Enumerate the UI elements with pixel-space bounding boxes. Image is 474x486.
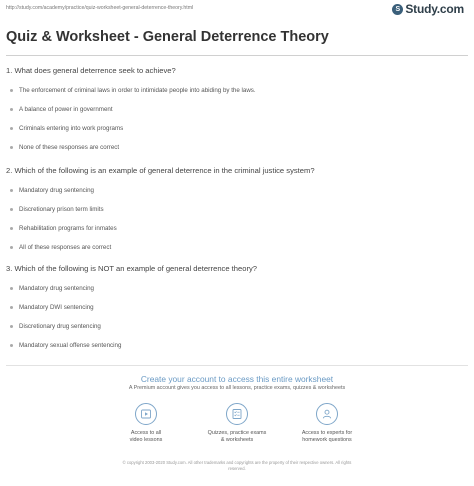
- radio-icon[interactable]: [10, 108, 13, 111]
- option-label: Mandatory sexual offense sentencing: [19, 342, 122, 349]
- option[interactable]: [10, 200, 466, 219]
- study-logo[interactable]: [392, 2, 464, 16]
- option-label: All of these responses are correct: [19, 244, 112, 251]
- question-2-options: [10, 181, 466, 257]
- option[interactable]: [10, 279, 466, 298]
- option[interactable]: [10, 238, 466, 257]
- option-label: Mandatory DWI sentencing: [19, 304, 94, 311]
- cta-subtitle: A Premium account gives you access to all lessons, practice exams, quizzes & worksheets: [128, 385, 346, 391]
- radio-icon[interactable]: [10, 306, 13, 309]
- radio-icon[interactable]: [10, 146, 13, 149]
- option-label: Mandatory drug sentencing: [19, 187, 94, 194]
- option[interactable]: [10, 181, 466, 200]
- top-bar: [0, 0, 474, 18]
- question-3-options: [10, 279, 466, 355]
- feature-experts: [277, 403, 377, 444]
- option-label: The enforcement of criminal laws in order to intimidate people into abiding by the laws.: [19, 87, 256, 94]
- option[interactable]: [10, 138, 466, 157]
- cta-divider: [6, 365, 468, 366]
- option-label: Discretionary prison term limits: [19, 206, 104, 213]
- option[interactable]: [10, 100, 466, 119]
- option-label: Discretionary drug sentencing: [19, 323, 101, 330]
- radio-icon[interactable]: [10, 246, 13, 249]
- expert-help-icon: [316, 403, 338, 425]
- copyright-footer: © copyright 2003-2020 Study.com. All other trademarks and copyrights are the property of their respective owners. All rights reserved.: [122, 460, 352, 471]
- radio-icon[interactable]: [10, 287, 13, 290]
- radio-icon[interactable]: [10, 89, 13, 92]
- logo-text: Study.com: [405, 2, 464, 16]
- option[interactable]: [10, 298, 466, 317]
- option-label: Criminals entering into work programs: [19, 125, 124, 132]
- question-1-options: [10, 81, 466, 157]
- option-label: Mandatory drug sentencing: [19, 285, 94, 292]
- option[interactable]: [10, 119, 466, 138]
- radio-icon[interactable]: [10, 127, 13, 130]
- option-label: A balance of power in government: [19, 106, 113, 113]
- radio-icon[interactable]: [10, 208, 13, 211]
- option-label: Rehabilitation programs for inmates: [19, 225, 117, 232]
- feature-label: Quizzes, practice exams & worksheets: [207, 430, 267, 443]
- radio-icon[interactable]: [10, 344, 13, 347]
- option[interactable]: [10, 336, 466, 355]
- option[interactable]: [10, 317, 466, 336]
- option[interactable]: [10, 219, 466, 238]
- option[interactable]: [10, 81, 466, 100]
- logo-mark: S: [392, 4, 403, 15]
- question-2: 2. Which of the following is an example of general deterrence in the criminal justice system?: [6, 166, 315, 175]
- quiz-checklist-icon: [226, 403, 248, 425]
- option-label: None of these responses are correct: [19, 144, 120, 151]
- radio-icon[interactable]: [10, 325, 13, 328]
- question-3: 3. Which of the following is NOT an example of general deterrence theory?: [6, 264, 258, 273]
- page-title: Quiz & Worksheet - General Deterrence Theory: [6, 29, 329, 45]
- feature-label: Access to experts for homework questions: [301, 430, 353, 443]
- radio-icon[interactable]: [10, 227, 13, 230]
- video-lesson-icon: [135, 403, 157, 425]
- feature-quizzes: [187, 403, 287, 444]
- create-account-link[interactable]: Create your account to access this entire worksheet: [140, 374, 334, 384]
- question-1: 1. What does general deterrence seek to achieve?: [6, 66, 176, 75]
- feature-video-lessons: [96, 403, 196, 444]
- title-divider: [6, 55, 468, 56]
- feature-label: Access to all video lessons: [129, 430, 163, 443]
- radio-icon[interactable]: [10, 189, 13, 192]
- page-url: http://study.com/academy/practice/quiz-worksheet-general-deterrence-theory.html: [6, 5, 194, 11]
